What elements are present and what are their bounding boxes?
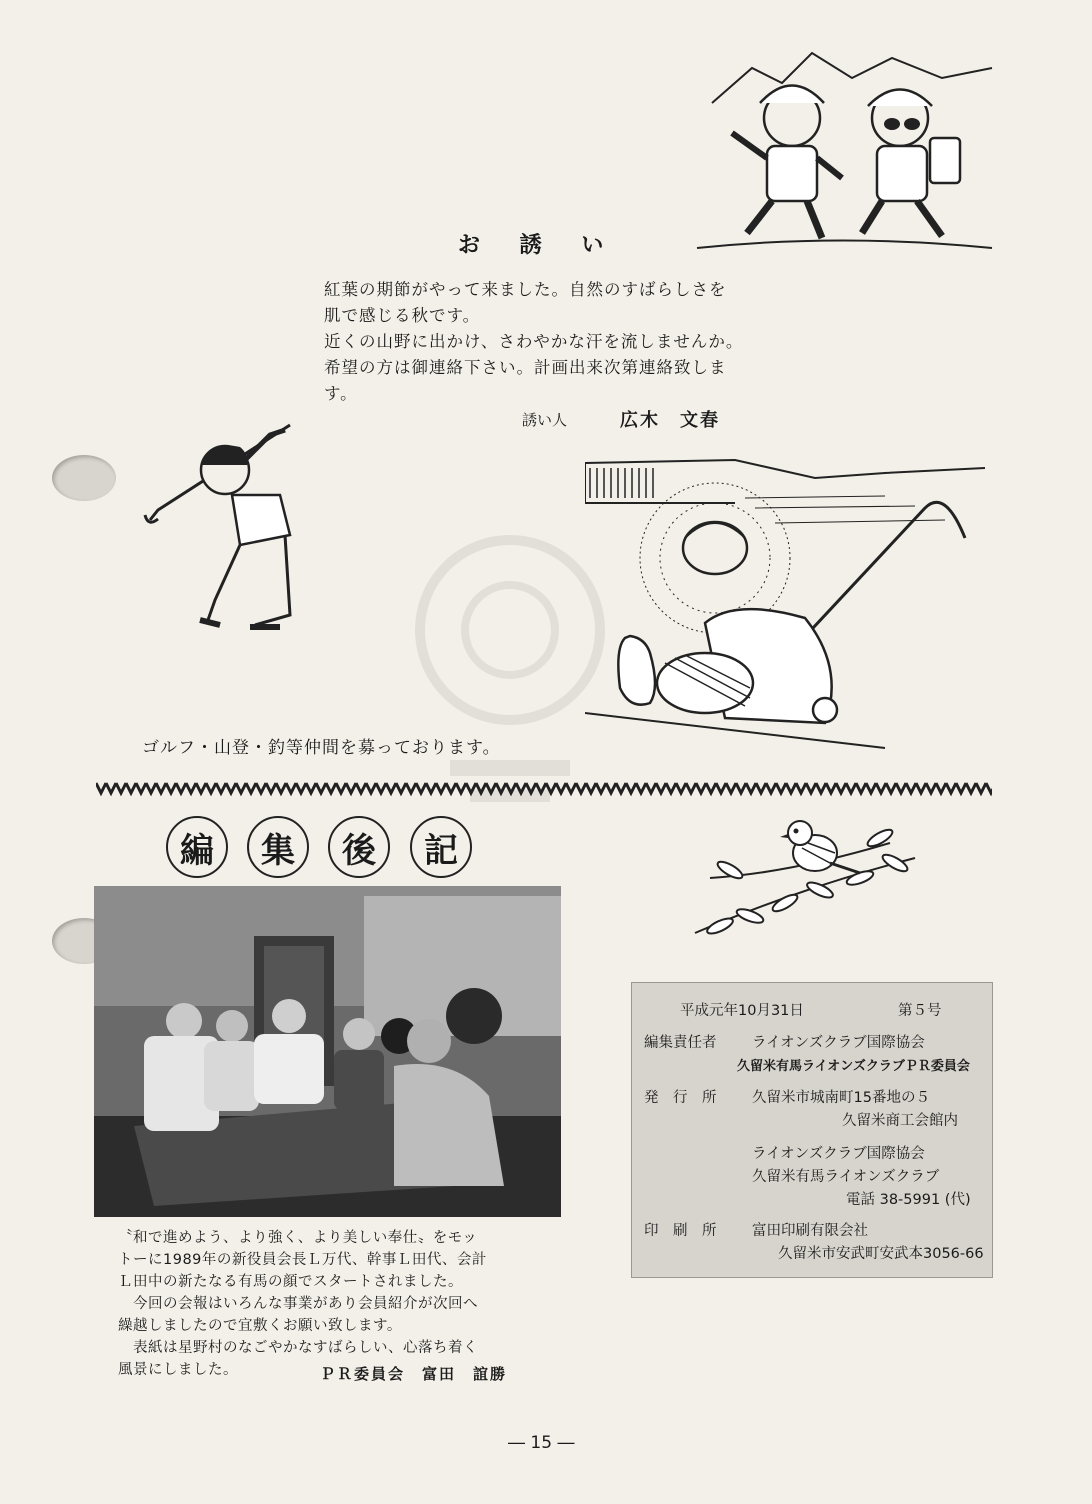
invitation-line-5: す。 bbox=[324, 384, 358, 403]
caption-line-3: Ｌ田中の新たなる有馬の顔でスタートされました。 bbox=[118, 1274, 463, 1290]
bird-branch-illustration bbox=[690, 818, 920, 936]
invitation-line-1: 紅葉の期節がやって来ました。自然のすばらしさを bbox=[324, 280, 727, 299]
heading-char-3: 後 bbox=[328, 816, 390, 878]
inviter-name: 広木 文春 bbox=[620, 410, 720, 431]
caption-line-2: トーに1989年の新役員会長Ｌ万代、幹事Ｌ田代、会計 bbox=[118, 1252, 487, 1268]
heading-char-4: 記 bbox=[410, 816, 472, 878]
colophon-box bbox=[631, 982, 993, 1278]
colophon-phone: 電話 38-5991 (代) bbox=[846, 1192, 971, 1208]
editor-line-2: 久留米有馬ライオンズクラブＰＲ委員会 bbox=[737, 1059, 970, 1074]
invitation-line-4: 希望の方は御連絡下さい。計画出来次第連絡致しま bbox=[324, 358, 727, 377]
note-author: ＰＲ委員会 富田 誼勝 bbox=[320, 1365, 508, 1383]
caption-line-7: 風景にしました。 bbox=[118, 1362, 238, 1378]
heading-char-1: 編 bbox=[166, 816, 228, 878]
invitation-title: お 誘 い bbox=[458, 233, 620, 258]
caption-line-6: 表紙は星野村のなごやかなすばらしい、心落ち着く bbox=[118, 1340, 478, 1356]
printer-line-1: 富田印刷有限会社 bbox=[752, 1223, 868, 1239]
editor-line-1: ライオンズクラブ国際協会 bbox=[752, 1035, 925, 1051]
recruit-text: ゴルフ・山登・釣等仲間を募っております。 bbox=[142, 738, 501, 758]
punch-hole-top bbox=[52, 455, 116, 501]
publisher-label: 発 行 所 bbox=[644, 1090, 717, 1106]
publisher-line-4: 久留米有馬ライオンズクラブ bbox=[752, 1169, 940, 1185]
caption-line-4: 今回の会報はいろんな事業があり会員紹介が次回へ bbox=[118, 1296, 478, 1312]
printer-line-2: 久留米市安武町安武本3056-66 bbox=[778, 1246, 984, 1262]
colophon-date: 平成元年10月31日 bbox=[680, 1003, 804, 1019]
heading-char-2: 集 bbox=[247, 816, 309, 878]
caption-line-1: 〝和で進めよう、より強く、より美しい奉仕〟をモッ bbox=[118, 1230, 478, 1246]
publisher-line-3: ライオンズクラブ国際協会 bbox=[752, 1146, 925, 1162]
hikers-illustration bbox=[692, 38, 1002, 253]
invitation-line-3: 近くの山野に出かけ、さわやかな汗を流しませんか。 bbox=[324, 332, 744, 351]
publisher-line-2: 久留米商工会館内 bbox=[842, 1113, 958, 1129]
colophon-issue: 第５号 bbox=[898, 1003, 942, 1019]
golfer-illustration bbox=[140, 415, 310, 630]
publisher-line-1: 久留米市城南町15番地の５ bbox=[752, 1090, 930, 1106]
invitation-line-2: 肌で感じる秋です。 bbox=[324, 306, 481, 325]
meeting-photo bbox=[94, 886, 561, 1217]
printer-label: 印 刷 所 bbox=[644, 1223, 717, 1239]
inviter-label: 誘い人 bbox=[522, 411, 568, 429]
editor-label: 編集責任者 bbox=[644, 1035, 717, 1051]
watermark-seal bbox=[390, 500, 610, 820]
fisherman-illustration bbox=[585, 448, 1005, 763]
page-number: ― 15 ― bbox=[508, 1433, 575, 1453]
caption-line-5: 繰越しましたので宜敷くお願い致します。 bbox=[118, 1318, 402, 1334]
zigzag-divider bbox=[96, 779, 992, 797]
